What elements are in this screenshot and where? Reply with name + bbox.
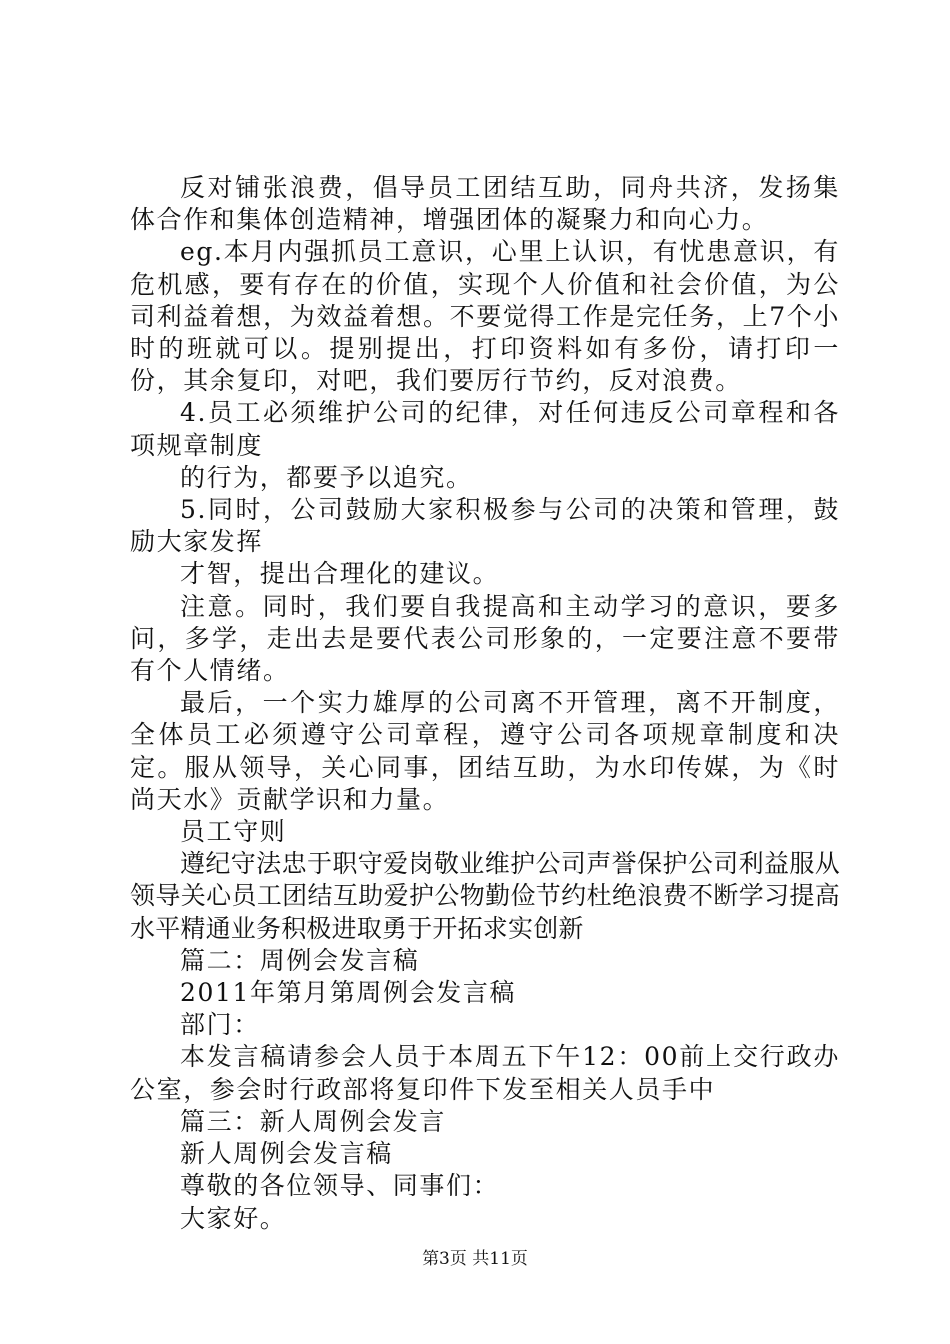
section-heading: 员工守则: [180, 817, 287, 847]
paragraph: 大家好。: [180, 1203, 287, 1233]
paragraph: 新人周例会发言稿: [180, 1139, 393, 1169]
section-heading: 篇三：新人周例会发言: [180, 1106, 447, 1136]
paragraph: 反对铺张浪费，倡导员工团结互助，同舟共济，发扬集体合作和集体创造精神，增强团体的凝聚力和向心力。: [130, 173, 840, 235]
paragraph: 才智，提出合理化的建议。: [180, 559, 500, 589]
paragraph: 的行为，都要予以追究。: [180, 462, 473, 492]
paragraph: 本发言稿请参会人员于本周五下午12：00前上交行政办公室，参会时行政部将复印件下发至相关人员手中: [130, 1042, 840, 1104]
paragraph: 部门：: [180, 1010, 260, 1040]
paragraph: 2011年第月第周例会发言稿: [180, 978, 517, 1008]
paragraph: 5.同时，公司鼓励大家积极参与公司的决策和管理，鼓励大家发挥: [130, 495, 840, 557]
page-number-footer: 第3页 共11页: [422, 1249, 528, 1269]
paragraph: 最后，一个实力雄厚的公司离不开管理，离不开制度，全体员工必须遵守公司章程，遵守公司各项规章制度和决定。服从领导，关心同事，团结互助，为水印传媒，为《时尚天水》贡献学识和力量。: [130, 688, 840, 814]
section-heading: 篇二：周例会发言稿: [180, 945, 420, 975]
paragraph: 注意。同时，我们要自我提高和主动学习的意识，要多问，多学，走出去是要代表公司形象的，一定要注意不要带有个人情绪。: [130, 591, 840, 686]
paragraph: 4.员工必须维护公司的纪律，对任何违反公司章程和各项规章制度: [130, 398, 840, 460]
paragraph: 遵纪守法忠于职守爱岗敬业维护公司声誉保护公司利益服从领导关心员工团结互助爱护公物勤俭节约杜绝浪费不断学习提高水平精通业务积极进取勇于开拓求实创新: [130, 849, 840, 943]
document-body: [130, 172, 840, 1235]
paragraph: 尊敬的各位领导、同事们：: [180, 1171, 500, 1201]
paragraph: eg.本月内强抓员工意识，心里上认识，有忧患意识，有危机感，要有存在的价值，实现个人价值和社会价值，为公司利益着想，为效益着想。不要觉得工作是完任务，上7个小时的班就可以。提别提出，打印资料如有多份，请打印一份，其余复印，对吧，我们要厉行节约，反对浪费。: [130, 237, 840, 396]
